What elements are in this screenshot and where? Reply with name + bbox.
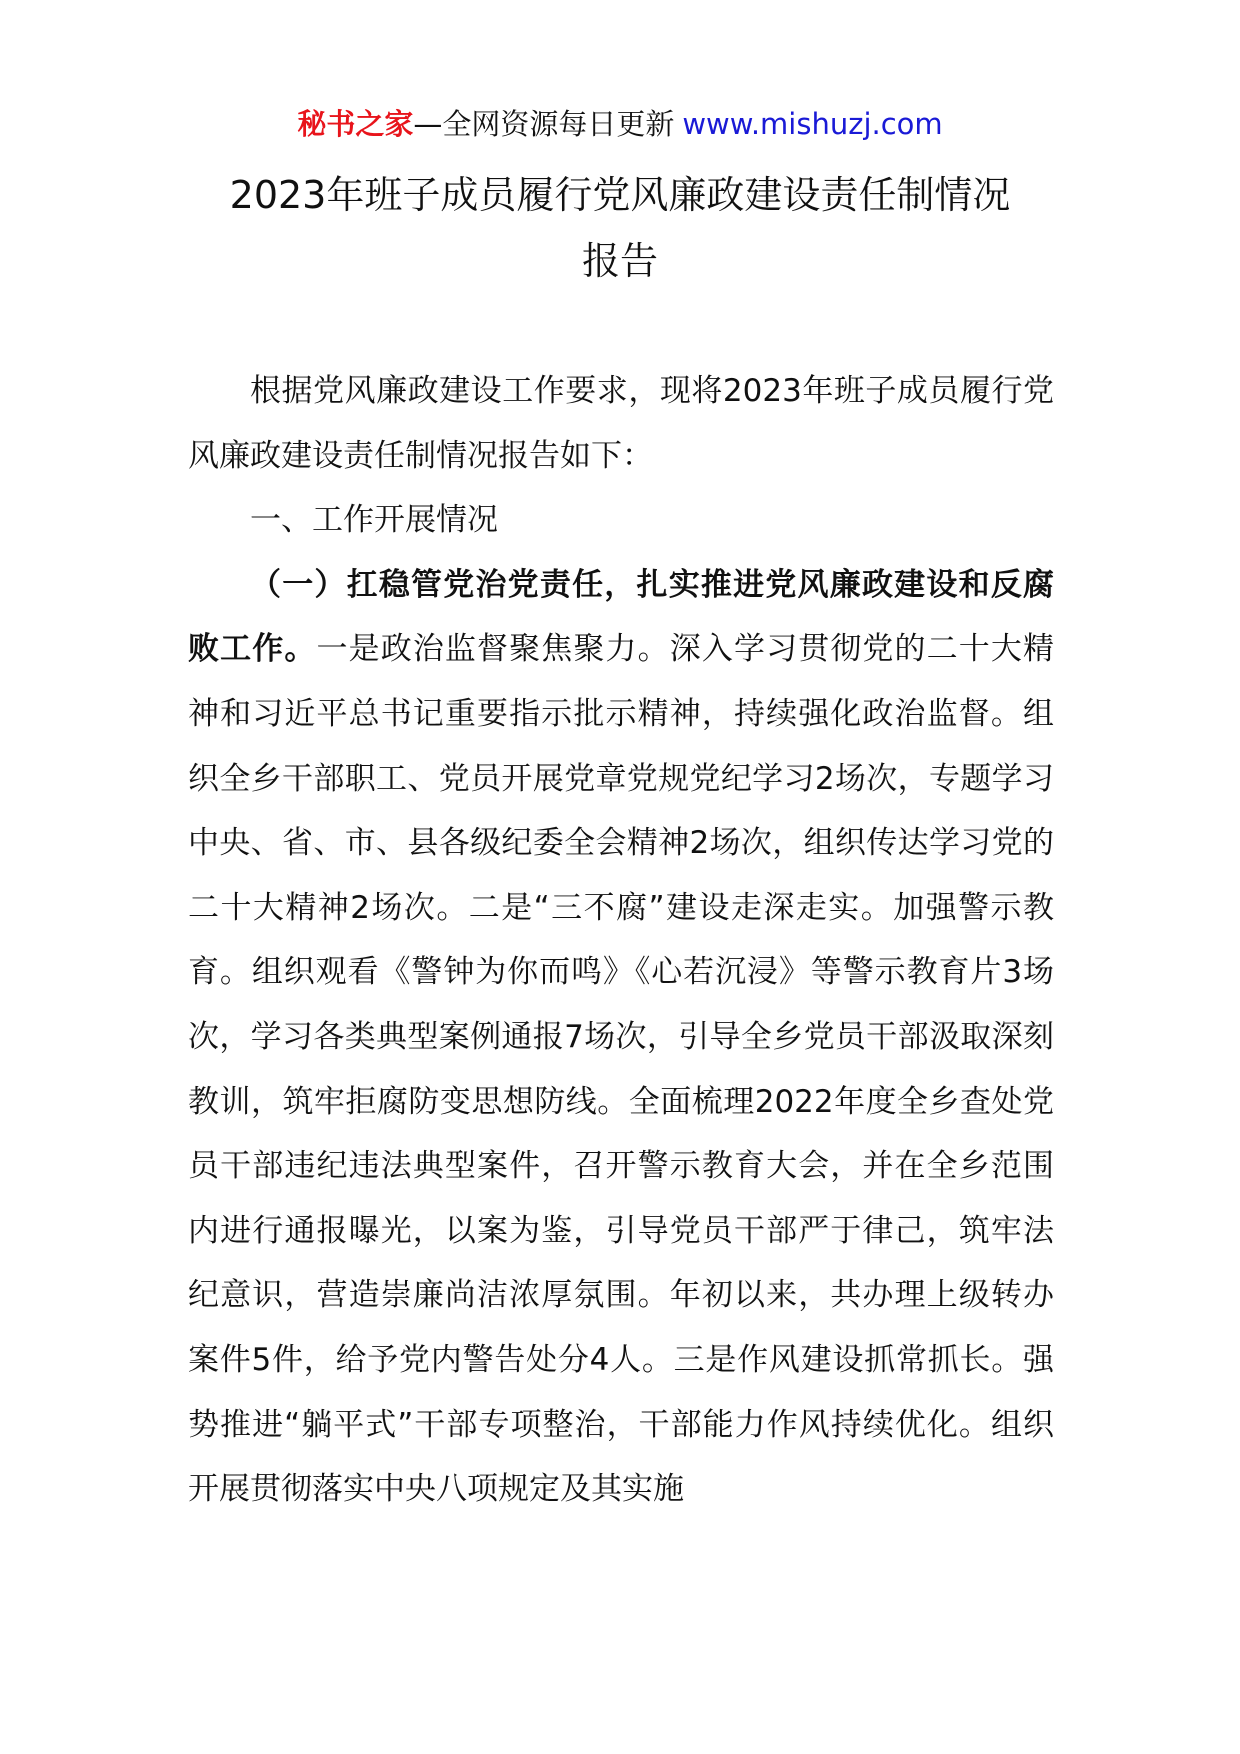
- section-heading: 一、工作开展情况: [250, 502, 498, 539]
- document-title: [170, 162, 1070, 294]
- title-line-2: 报告: [581, 239, 658, 283]
- site-url-link[interactable]: www.mishuzj.com: [682, 107, 943, 141]
- intro-paragraph: 根据党风廉政建设工作要求，现将2023年班子成员履行党风廉政建设责任制情况报告如下：: [188, 373, 1054, 474]
- watermark-header: [0, 102, 1240, 146]
- subsection-body: 一是政治监督聚焦聚力。深入学习贯彻党的二十大精神和习近平总书记重要指示批示精神，持续强化政治监督。组织全乡干部职工、党员开展党章党规党纪学习2场次，专题学习中央、省、市、县各级纪委全会精神2场次，组织传达学习党的二十大精神2场次。二是“三不腐”建设走深走实。加强警示教育。组织观看《警钟为你而鸣》《心若沉浸》等警示教育片3场次，学习各类典型案例通报7场次，引导全乡党员干部汲取深刻教训，筑牢拒腐防变思想防线。全面梳理2022年度全乡查处党员干部违纪违法典型案件，召开警示教育大会，并在全乡范围内进行通报曝光，以案为鉴，引导党员干部严于律己，筑牢法纪意识，营造崇廉尚洁浓厚氛围。年初以来，共办理上级转办案件5件，给予党内警告处分4人。三是作风建设抓常抓长。强势推进“躺平式”干部专项整治，干部能力作风持续优化。组织开展贯彻落实中央八项规定及其实施: [188, 631, 1055, 1508]
- brand-name: 秘书之家: [297, 107, 414, 141]
- brand-tagline: —全网资源每日更新: [413, 107, 675, 141]
- subsection-heading: （一）扛稳管党治党责任，扎实推进党风廉政建设和反腐败工作。: [188, 566, 1054, 668]
- title-line-1: 2023年班子成员履行党风廉政建设责任制情况: [229, 173, 1011, 217]
- document-body: [188, 359, 1054, 1522]
- subsection-paragraph: [188, 553, 1054, 1522]
